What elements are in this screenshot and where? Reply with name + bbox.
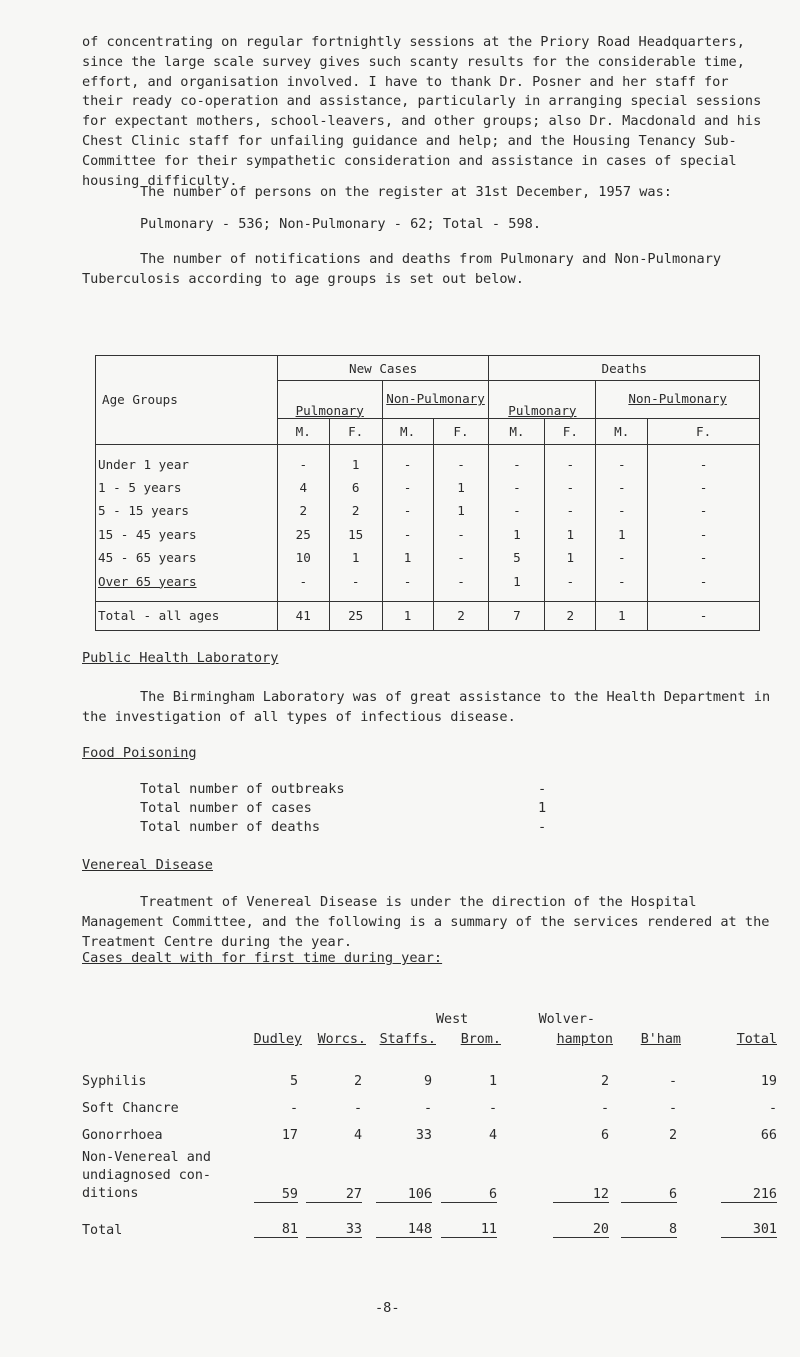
cell: 19 [760,1074,777,1089]
d-pulmonary-header: Pulmonary [489,381,596,419]
cell: 81 [250,1211,302,1238]
cell: - [768,1101,777,1116]
column-header: B'ham [640,1032,681,1047]
cell: - [382,570,433,593]
cell: 10 [277,546,329,569]
cell: - [433,570,489,593]
d-np-female-header: F. [648,418,760,444]
cell: 1 [545,523,596,546]
cell: - [648,601,760,630]
register-paragraph: The number of persons on the register at 31st December, 1957 was: [140,184,672,200]
cell: - [489,499,545,522]
column-header-top [250,1008,302,1028]
age-group-label: 1 - 5 years [96,476,278,499]
cell: - [648,523,760,546]
age-group-label: Over 65 years [96,570,278,593]
cell: 1 [433,476,489,499]
row-label-line: Non-Venereal and [82,1150,211,1165]
deaths-header: Deaths [489,356,760,381]
cell: 6 [600,1128,609,1143]
d-p-male-header: M. [489,418,545,444]
vd-cases-table [82,1008,777,1238]
cell: - [353,1101,362,1116]
cell: - [648,570,760,593]
cell: 301 [681,1211,777,1238]
cell: 216 [681,1143,777,1203]
cell: - [596,499,648,522]
cell: - [668,1074,677,1089]
d-p-female-header: F. [545,418,596,444]
cell: 27 [302,1143,366,1203]
cell: 4 [488,1128,497,1143]
column-header: Total [736,1032,777,1047]
nc-np-male-header: M. [382,418,433,444]
register-line: Pulmonary - 536; Non-Pulmonary - 62; Total - 598. [140,216,542,232]
cell: 2 [600,1074,609,1089]
cell: - [668,1101,677,1116]
cell: - [329,570,382,593]
cell: - [600,1101,609,1116]
cell: 4 [277,476,329,499]
lab-paragraph: The Birmingham Laboratory was of great assistance to the Health Department in the investigation of all types of infectious disease. [82,689,771,725]
row-label: Syphilis [82,1074,147,1089]
cell: - [489,452,545,475]
column-header: Staffs. [379,1032,436,1047]
vd-row [82,1062,777,1089]
cell: - [423,1101,432,1116]
cell: 6 [613,1143,681,1203]
cell: 2 [277,499,329,522]
tb-row [96,476,760,499]
tb-row [96,523,760,546]
cell: - [382,523,433,546]
d-non-pulmonary-header: Non-Pulmonary [596,381,760,419]
cell: 25 [329,601,382,630]
cell: 2 [353,1074,362,1089]
cell: 2 [545,601,596,630]
row-label: Total [82,1223,123,1238]
vd-row [82,1143,777,1203]
cell: 25 [277,523,329,546]
cell: - [277,452,329,475]
vd-paragraph: Treatment of Venereal Disease is under the direction of the Hospital Management Committee, and the following is a summary of the services rendered at the Treatment Centre during the year. [82,894,770,950]
cell: 1 [329,452,382,475]
cell: 12 [501,1143,613,1203]
cell: 11 [436,1211,501,1238]
cell: - [545,499,596,522]
cell: - [289,1101,298,1116]
cell: 7 [489,601,545,630]
intro-paragraph-1: of concentrating on regular fortnightly sessions at the Priory Road Headquarters, since the large scale survey gives such scanty results for the considerable time, effort, and organisation involved. I have to thank Dr. Posner and her staff for their ready co-operation and assistance, particularly in arranging special sessions for expectant mothers, school-leavers, and other groups; also Dr. Macdonald and his Chest Clinic staff for unfailing guidance and help; and the Housing Tenancy Sub-Committee for their sympathetic consideration and assistance in cases of special housing difficulty. [82,34,762,189]
new-cases-header: New Cases [277,356,489,381]
header-spacer [82,1028,250,1048]
cell: 1 [488,1074,497,1089]
column-header: Worcs. [317,1032,366,1047]
age-group-label: 5 - 15 years [96,499,278,522]
cell: - [648,452,760,475]
vd-row [82,1089,777,1116]
food-heading: Food Poisoning [82,745,197,761]
cell: 1 [382,546,433,569]
column-header: Brom. [460,1032,501,1047]
cell: - [596,570,648,593]
food-item-label: Total number of cases [140,800,312,816]
cell: - [648,499,760,522]
tb-notifications-table [95,355,760,631]
column-header-top: Wolver- [538,1012,595,1027]
vd-row [82,1116,777,1143]
cell: - [545,452,596,475]
row-label-line: undiagnosed con- [82,1168,211,1183]
food-item-value: - [538,819,547,835]
notifications-paragraph: The number of notifications and deaths from Pulmonary and Non-Pulmonary Tuberculosis according to age groups is set out below. [82,251,722,287]
age-groups-header: Age Groups [96,356,278,445]
cell: 148 [366,1211,436,1238]
row-label: Gonorrhoea [82,1128,163,1143]
tb-total-row [96,601,760,630]
cell: 2 [668,1128,677,1143]
cell: 1 [382,601,433,630]
cell: - [596,476,648,499]
tb-row [96,570,760,593]
nc-pulmonary-header: Pulmonary [277,381,382,419]
cell: 4 [353,1128,362,1143]
cell: 1 [433,499,489,522]
age-group-label: 15 - 45 years [96,523,278,546]
cell: - [648,476,760,499]
cell: - [488,1101,497,1116]
cell: - [433,523,489,546]
cell: 17 [281,1128,298,1143]
column-header-top [366,1008,436,1028]
age-group-label: Under 1 year [96,452,278,475]
cell: - [545,570,596,593]
cell: - [596,546,648,569]
cell: 1 [596,601,648,630]
cell: 20 [501,1211,613,1238]
column-header-top [681,1008,777,1028]
cell: - [433,546,489,569]
cell: - [382,499,433,522]
header-spacer [82,1008,250,1028]
food-item-label: Total number of outbreaks [140,781,345,797]
lab-heading: Public Health Laboratory [82,650,279,666]
page-number: -8- [375,1300,400,1316]
cell: - [382,476,433,499]
cell: 33 [302,1211,366,1238]
total-label: Total - all ages [96,601,278,630]
cell: 2 [329,499,382,522]
tb-row [96,452,760,475]
cell: 41 [277,601,329,630]
cell: 33 [415,1128,432,1143]
column-header-top [613,1008,681,1028]
age-group-label: 45 - 65 years [96,546,278,569]
nc-p-male-header: M. [277,418,329,444]
vd-total-row [82,1211,777,1238]
column-header: hampton [556,1032,613,1047]
cell: - [545,476,596,499]
cell: - [277,570,329,593]
column-header-top: West [436,1012,469,1027]
row-label [82,1143,250,1203]
tb-row [96,546,760,569]
column-header-top [302,1008,366,1028]
cell: 6 [436,1143,501,1203]
cell: 2 [433,601,489,630]
cell: 1 [545,546,596,569]
row-label-line: ditions [82,1186,139,1201]
nc-np-female-header: F. [433,418,489,444]
food-item-label: Total number of deaths [140,819,321,835]
cell: 1 [489,570,545,593]
cell: 5 [289,1074,298,1089]
tb-row [96,499,760,522]
cell: 59 [250,1143,302,1203]
cell: - [489,476,545,499]
cell: - [596,452,648,475]
nc-non-pulmonary-header: Non-Pulmonary [382,381,489,419]
cell: - [648,546,760,569]
food-item-value: - [538,781,547,797]
nc-p-female-header: F. [329,418,382,444]
cell: - [433,452,489,475]
cell: 5 [489,546,545,569]
cell: - [382,452,433,475]
cell: 1 [489,523,545,546]
column-header: Dudley [253,1032,302,1047]
vd-table-caption: Cases dealt with for first time during year: [82,950,443,966]
row-label: Soft Chancre [82,1101,179,1116]
vd-heading: Venereal Disease [82,857,213,873]
d-np-male-header: M. [596,418,648,444]
cell: 66 [760,1128,777,1143]
cell: 1 [596,523,648,546]
food-item-value: 1 [538,800,547,816]
cell: 106 [366,1143,436,1203]
cell: 6 [329,476,382,499]
cell: 9 [423,1074,432,1089]
cell: 8 [613,1211,681,1238]
cell: 15 [329,523,382,546]
cell: 1 [329,546,382,569]
